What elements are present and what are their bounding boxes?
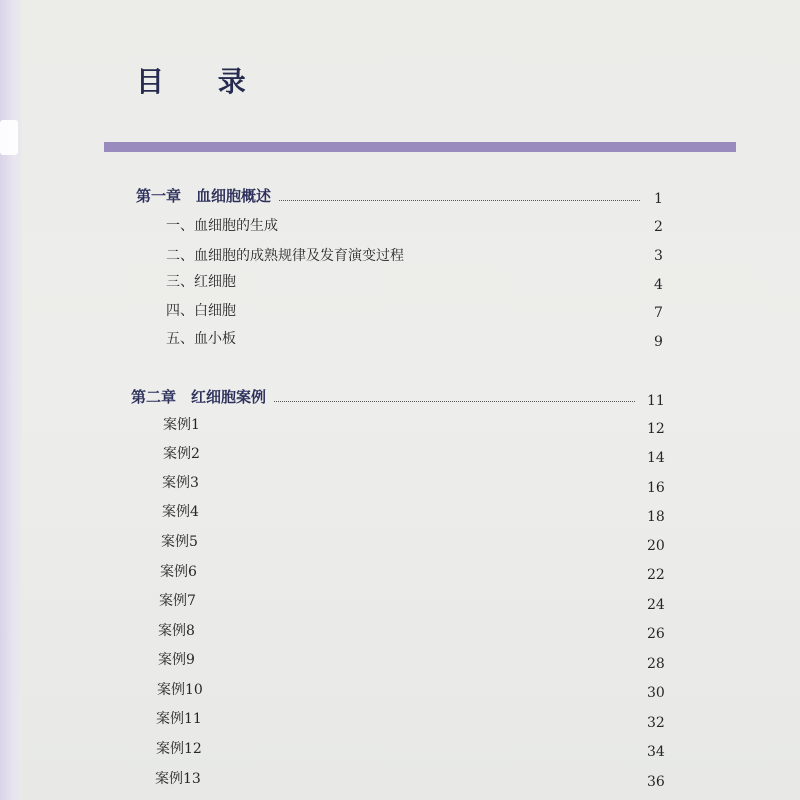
page-number: 18 xyxy=(647,509,665,525)
page-number: 22 xyxy=(647,567,665,583)
page-number: 7 xyxy=(654,305,663,321)
toc-chapter-2[interactable] xyxy=(131,386,641,407)
page-number: 9 xyxy=(654,334,663,350)
page-number: 12 xyxy=(647,421,665,437)
page-number: 20 xyxy=(647,538,665,554)
page-number: 3 xyxy=(654,248,663,264)
chapter-label: 第一章 血细胞概述 xyxy=(136,187,272,205)
section-label: 案例12 xyxy=(156,741,202,757)
dot-leader xyxy=(279,199,640,201)
edge-highlight xyxy=(0,120,18,155)
page-number: 32 xyxy=(647,715,665,731)
page-number: 2 xyxy=(654,219,663,235)
section-label: 案例11 xyxy=(156,711,202,727)
page-number: 26 xyxy=(647,626,665,642)
toc-section[interactable] xyxy=(156,738,202,758)
dot-leader xyxy=(274,400,635,402)
toc-section[interactable] xyxy=(161,531,198,551)
section-label: 三、红细胞 xyxy=(166,274,236,290)
page-number: 24 xyxy=(647,597,665,613)
page-number: 30 xyxy=(647,685,665,701)
toc-section[interactable] xyxy=(157,679,203,699)
section-label: 四、白细胞 xyxy=(166,303,236,319)
toc-chapter-1[interactable] xyxy=(136,185,646,206)
toc-section[interactable] xyxy=(162,472,199,492)
section-label: 二、血细胞的成熟规律及发育演变过程 xyxy=(166,248,404,264)
page-title: 目 录 xyxy=(136,65,268,98)
section-label: 案例5 xyxy=(161,534,198,550)
toc-section[interactable] xyxy=(166,215,278,235)
section-label: 案例8 xyxy=(158,623,195,639)
toc-section[interactable] xyxy=(166,245,404,265)
section-label: 案例2 xyxy=(163,446,200,462)
section-label: 案例13 xyxy=(155,771,201,787)
section-label: 案例1 xyxy=(163,417,200,433)
toc-section[interactable] xyxy=(156,708,202,728)
chapter-label: 第二章 红细胞案例 xyxy=(131,388,267,406)
toc-section[interactable] xyxy=(166,271,236,291)
page-number: 28 xyxy=(647,656,665,672)
page-number: 4 xyxy=(654,277,663,293)
toc-section[interactable] xyxy=(159,590,196,610)
page-number: 11 xyxy=(647,393,665,409)
page-number: 14 xyxy=(647,450,665,466)
toc-section[interactable] xyxy=(162,501,199,521)
toc-section[interactable] xyxy=(166,328,236,348)
toc-section[interactable] xyxy=(160,561,197,581)
toc-section[interactable] xyxy=(163,443,200,463)
page-number: 36 xyxy=(647,774,665,790)
section-label: 案例7 xyxy=(159,593,196,609)
toc-section[interactable] xyxy=(158,649,195,669)
toc-section[interactable] xyxy=(158,620,195,640)
page-number: 34 xyxy=(647,744,665,760)
page-number: 1 xyxy=(654,191,663,207)
page-edge xyxy=(0,0,22,800)
section-label: 案例3 xyxy=(162,475,199,491)
section-label: 五、血小板 xyxy=(166,331,236,347)
section-label: 一、血细胞的生成 xyxy=(166,218,278,234)
section-label: 案例4 xyxy=(162,504,199,520)
toc-section[interactable] xyxy=(166,300,236,320)
section-label: 案例6 xyxy=(160,564,197,580)
toc-section[interactable] xyxy=(163,414,200,434)
section-label: 案例9 xyxy=(158,652,195,668)
section-label: 案例10 xyxy=(157,682,203,698)
page-number: 16 xyxy=(647,480,665,496)
title-rule xyxy=(104,142,736,152)
toc-section[interactable] xyxy=(155,768,201,788)
